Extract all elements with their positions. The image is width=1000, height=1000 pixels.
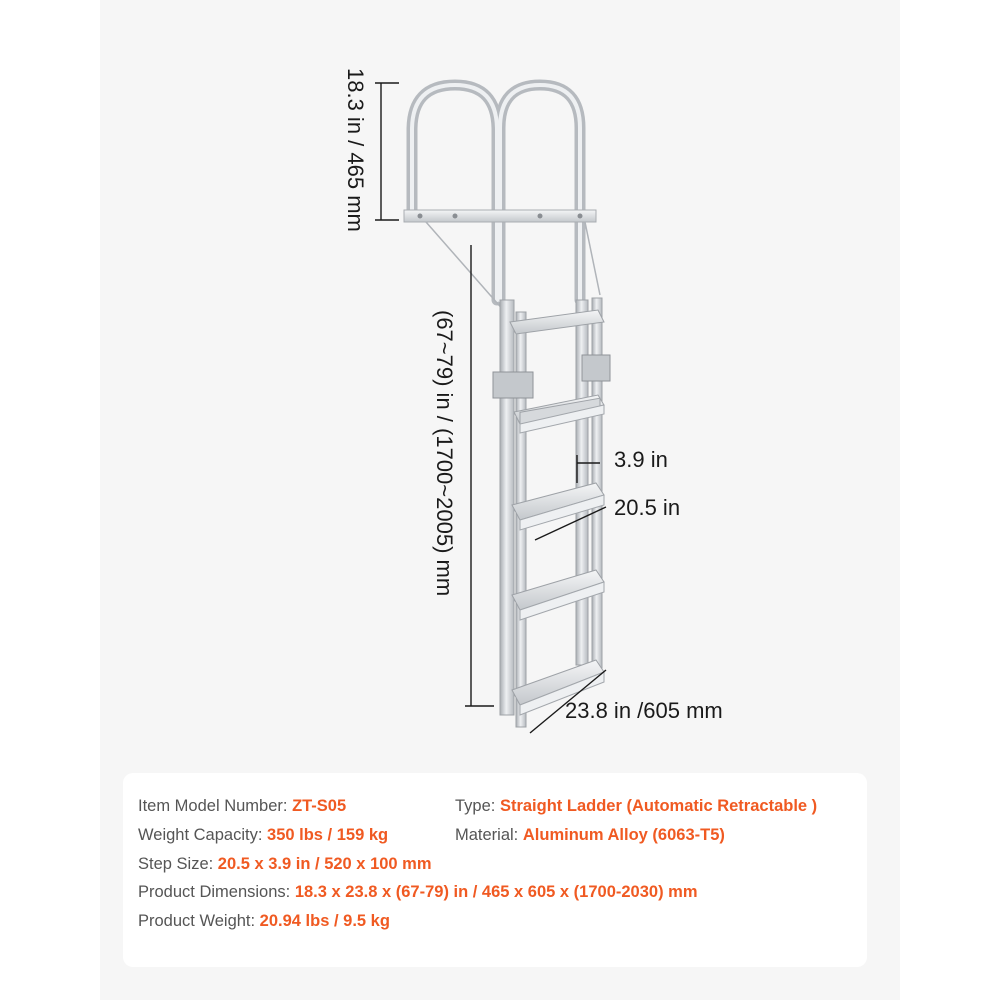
spec-capacity: [138, 826, 388, 845]
spec-step-size-label: Step Size:: [138, 855, 218, 873]
spec-card: [123, 773, 867, 967]
spec-capacity-value: 350 lbs / 159 kg: [267, 826, 389, 844]
spec-weight-value: 20.94 lbs / 9.5 kg: [259, 912, 390, 930]
step-width-label: 20.5 in: [614, 495, 681, 520]
spec-type-label: Type:: [455, 797, 500, 815]
spec-model-label: Item Model Number:: [138, 797, 293, 815]
spec-type: [455, 797, 817, 816]
spec-capacity-label: Weight Capacity:: [138, 826, 268, 844]
spec-weight-label: Product Weight:: [138, 912, 260, 930]
total-height-label: (67~79) in / (1700~2005) mm: [432, 310, 457, 597]
spec-dimensions-value: 18.3 x 23.8 x (67-79) in / 465 x 605 x (1700-2030) mm: [294, 883, 698, 901]
ladder-width-label: 23.8 in /605 mm: [565, 698, 723, 723]
step-depth-label: 3.9 in: [614, 447, 668, 472]
spec-weight: [138, 912, 390, 931]
spec-material: [455, 826, 725, 845]
spec-type-value: Straight Ladder (Automatic Retractable ): [499, 797, 818, 815]
spec-model-value: ZT-S05: [292, 797, 347, 815]
mount-bracket: [404, 210, 596, 222]
handle-height-label: 18.3 in / 465 mm: [343, 68, 368, 232]
spec-step-size: [138, 855, 432, 874]
spec-step-size-value: 20.5 x 3.9 in / 520 x 100 mm: [217, 855, 432, 873]
spec-model: [138, 797, 346, 816]
spec-material-label: Material:: [455, 826, 523, 844]
spec-material-value: Aluminum Alloy (6063-T5): [522, 826, 725, 844]
spec-dimensions-label: Product Dimensions:: [138, 883, 295, 901]
spec-dimensions: [138, 883, 698, 902]
